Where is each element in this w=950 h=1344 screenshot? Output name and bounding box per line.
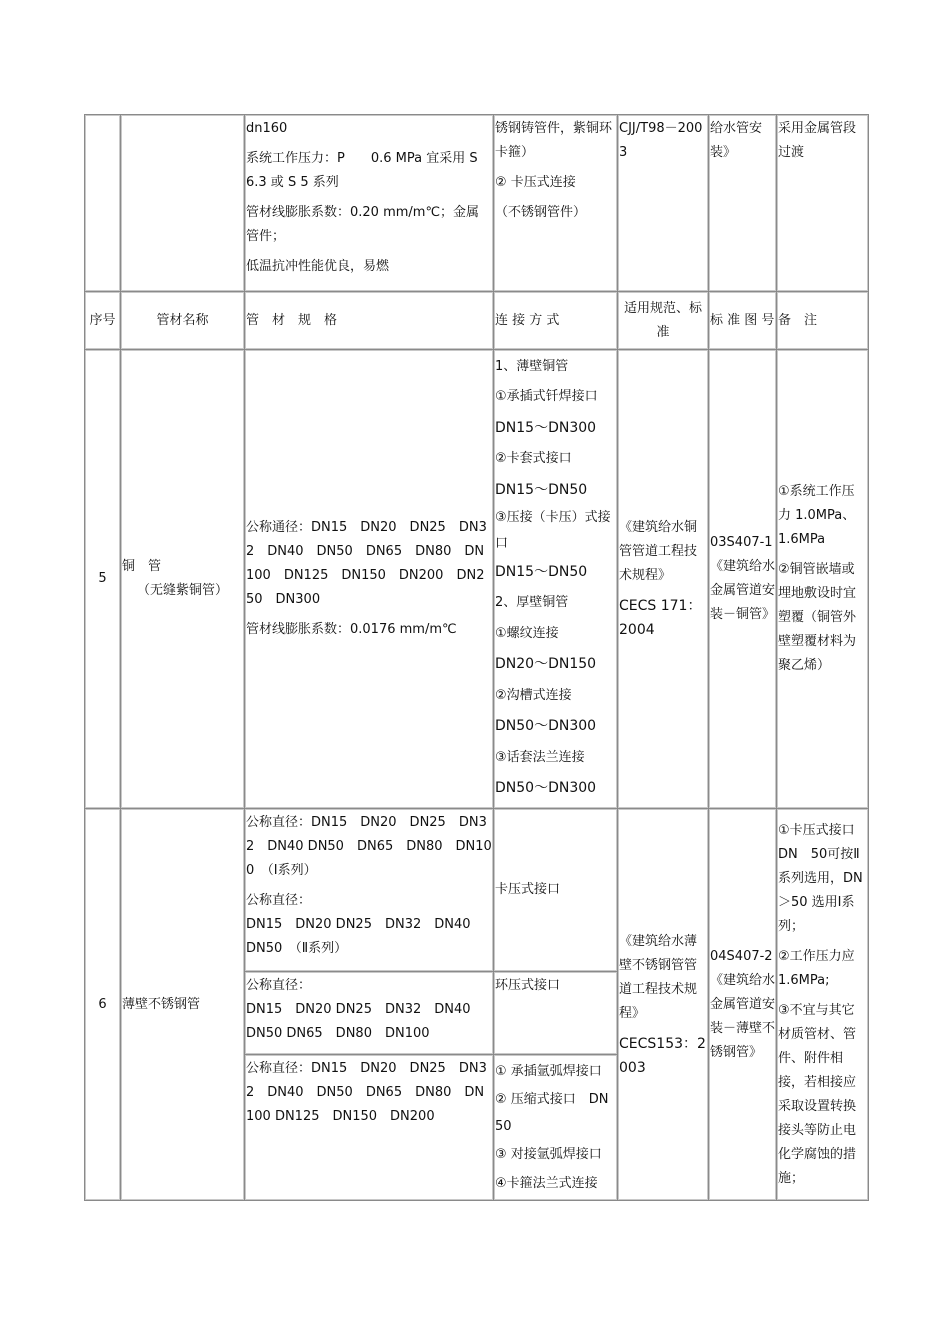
row5-note-line: ②铜管嵌墙或埋地敷设时宜塑覆（铜管外壁塑覆材料为聚乙烯） (778, 562, 857, 673)
cell-empty-name (121, 115, 245, 292)
row5-name-sub: （无缝紫铜管） (136, 583, 228, 598)
row6-note-line: ①卡压式接口 DN 50可按Ⅱ系列选用，DN＞50 选用Ⅰ系列； (778, 822, 863, 934)
row5-conn-line: DN15～DN300 (495, 420, 597, 436)
row5-spec-line: 公称通径：DN15 DN20 DN25 DN32 DN40 DN50 DN65 DN80 DN100 DN125 DN150 DN200 DN250 DN300 (246, 520, 487, 607)
continued-row (85, 115, 869, 292)
cont-conn-line: ② 卡压式连接 (495, 175, 576, 190)
header-spec: 管 材 规 格 (245, 292, 494, 350)
row5-note-line: ①系统工作压力 1.0MPa、1.6MPa (778, 484, 856, 547)
row5-conn-line: 2、厚壁铜管 (495, 595, 569, 610)
row5-conn-line: DN50～DN300 (495, 780, 597, 796)
row6-norm-title: 《建筑给水薄壁不锈钢管管道工程技术规程》 (619, 933, 698, 1021)
row5-conn-line: 1、薄壁铜管 (495, 359, 569, 374)
row6-sub1-spec-line: 公称直径： (246, 893, 312, 908)
row5-name (121, 350, 245, 809)
row5-conn-line: ②卡套式接口 (495, 451, 572, 466)
row6-sub2-spec-line: DN15 DN20 DN25 DN32 DN40 DN50 DN65 DN80 DN100 (246, 1002, 484, 1041)
row5-atlas: 03S407-1《建筑给水金属管道安装－铜管》 (709, 350, 777, 809)
cell-cont-note (777, 115, 869, 292)
row6-sub1-spec-line: 公称直径：DN15 DN20 DN25 DN32 DN40 DN50 DN65 DN80 DN100 （Ⅰ系列） (246, 815, 492, 878)
cont-conn-line: 锈钢铸管件，紫铜环卡箍） (495, 121, 613, 160)
row6-name: 薄壁不锈钢管 (121, 809, 245, 1201)
row6-sub3-spec: 公称直径：DN15 DN20 DN25 DN32 DN40 DN50 DN65 DN80 DN100 DN125 DN150 DN200 (245, 1055, 494, 1201)
row6-sub2-spec-line: 公称直径： (246, 978, 312, 993)
header-seq: 序号 (85, 292, 121, 350)
cont-spec-line: 系统工作压力：P 0.6 MPa 宜采用 S 6.3 或 S 5 系列 (246, 151, 478, 190)
row6-atlas: 04S407-2《建筑给水金属管道安装－薄壁不锈钢管》 (709, 809, 777, 1201)
header-atlas: 标 准 图 号 (709, 292, 777, 350)
row6-sub3-conn (494, 1055, 618, 1201)
row5-conn-line: ③压接（卡压）式接口 (495, 510, 611, 551)
cell-cont-conn (494, 115, 618, 292)
cell-cont-atlas (709, 115, 777, 292)
row-copper (85, 350, 869, 809)
row5-spec-line: 管材线膨胀系数：0.0176 mm/m℃ (246, 622, 457, 637)
row6-sub3-conn-line: ③ 对接氩弧焊接口 (495, 1147, 602, 1162)
row6-norm (618, 809, 709, 1201)
cont-atlas: 给水管安装》 (710, 121, 763, 160)
cell-cont-spec (245, 115, 494, 292)
row6-note (777, 809, 869, 1201)
row6-note-line: ②工作压力应 1.6MPa; (778, 948, 868, 988)
row5-norm (618, 350, 709, 809)
cont-spec-line: dn160 (246, 121, 288, 136)
row6-sub3-conn-line: ② 压缩式接口 DN50 (495, 1092, 609, 1134)
row5-conn-line: DN15～DN50 (495, 482, 588, 498)
row6-note-line: ③不宜与其它材质管材、管件、附件相接，若相接应采取设置转换接头等防止电化学腐蚀的措施； (778, 1002, 857, 1186)
row5-conn (494, 350, 618, 809)
row5-note (777, 350, 869, 809)
header-row (85, 292, 869, 350)
row6-sub1-spec-line: DN15 DN20 DN25 DN32 DN40 DN50 （Ⅱ系列） (246, 917, 484, 956)
row5-norm-code: CECS 171：2004 (619, 598, 702, 638)
cell-cont-norm (618, 115, 709, 292)
row6-sub2-conn: 环压式接口 (494, 972, 618, 1055)
row5-conn-line: DN50～DN300 (495, 718, 597, 734)
header-conn: 连 接 方 式 (494, 292, 618, 350)
row6-sub1-conn: 卡压式接口 (494, 809, 618, 972)
row5-name-main: 铜 管 (122, 559, 162, 574)
row6-sub2-spec (245, 972, 494, 1055)
row5-conn-line: DN20～DN150 (495, 656, 597, 672)
row5-conn-line: ②沟槽式连接 (495, 688, 572, 703)
header-norm: 适用规范、标准 (618, 292, 709, 350)
row5-conn-line: DN15～DN50 (495, 564, 588, 580)
row5-norm-title: 《建筑给水铜管管道工程技术规程》 (619, 520, 698, 583)
pipe-material-table (84, 114, 869, 1201)
row-stainless-1 (85, 809, 869, 972)
cont-norm: CJJ/T98－2003 (619, 121, 703, 160)
cont-conn-line: （不锈钢管件） (495, 205, 587, 220)
row5-seq: 5 (85, 350, 121, 809)
cont-spec-line: 管材线膨胀系数：0.20 mm/m℃；金属管件； (246, 205, 480, 244)
cell-empty-seq (85, 115, 121, 292)
header-note: 备 注 (777, 292, 869, 350)
row5-conn-line: ③话套法兰连接 (495, 750, 585, 765)
row5-conn-line: ①承插式钎焊接口 (495, 389, 598, 404)
row5-conn-line: ①螺纹连接 (495, 626, 559, 641)
row6-sub1-spec (245, 809, 494, 972)
row5-spec (245, 350, 494, 809)
header-name: 管材名称 (121, 292, 245, 350)
cont-spec-line: 低温抗冲性能优良，易燃 (246, 259, 390, 274)
row6-sub3-conn-line: ① 承插氩弧焊接口 (495, 1064, 602, 1079)
row6-seq: 6 (85, 809, 121, 1201)
row6-sub3-conn-line: ④卡箍法兰式连接 (495, 1176, 598, 1191)
row6-norm-code: CECS153：2003 (619, 1035, 706, 1076)
cont-note: 采用金属管段过渡 (778, 121, 857, 160)
